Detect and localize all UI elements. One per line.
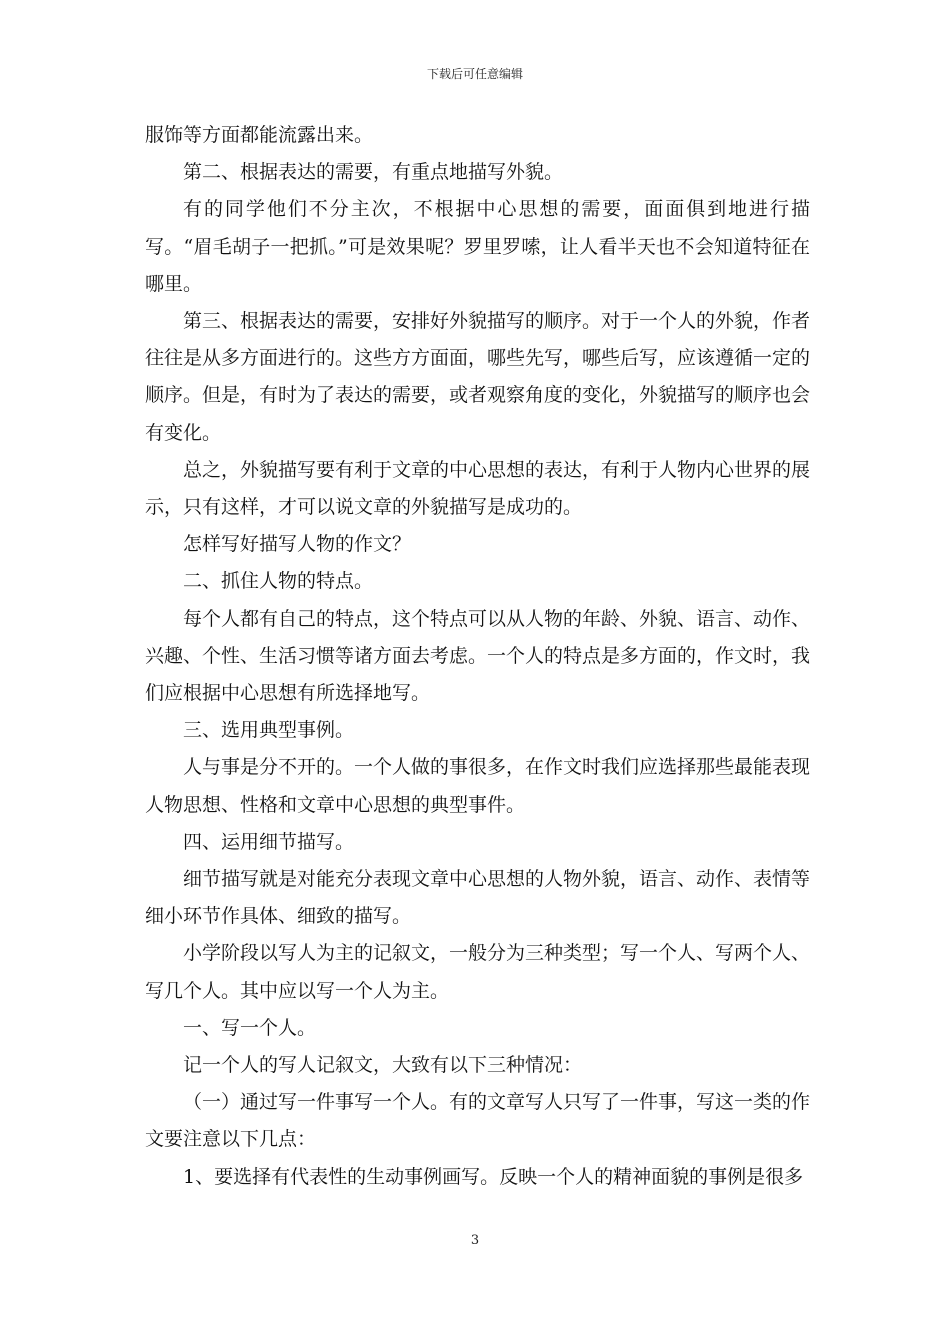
paragraph: 记一个人的写人记叙文，大致有以下三种情况： xyxy=(183,1054,583,1077)
paragraph: 人与事是分不开的。一个人做的事很多，在作文时我们应选择那些最能表现人物思想、性格和文章中心思想的典型事件。 xyxy=(145,756,811,816)
paragraph: 细节描写就是对能充分表现文章中心思想的人物外貌，语言、动作、表情等细小环节作具体、细致的描写。 xyxy=(145,868,811,928)
document-body xyxy=(145,117,810,1196)
paragraph: 1、要选择有代表性的生动事例画写。反映一个人的精神面貌的事例是很多 xyxy=(183,1165,804,1188)
paragraph: 每个人都有自己的特点，这个特点可以从人物的年龄、外貌、语言、动作、兴趣、个性、生活习惯等诸方面去考虑。一个人的特点是多方面的，作文时，我们应根据中心思想有所选择地写。 xyxy=(145,607,811,705)
section-heading: 三、选用典型事例。 xyxy=(183,719,355,742)
section-heading: 二、抓住人物的特点。 xyxy=(183,570,374,593)
paragraph: 服饰等方面都能流露出来。 xyxy=(145,124,374,146)
paragraph: 小学阶段以写人为主的记叙文，一般分为三种类型；写一个人、写两个人、写几个人。其中应以写一个人为主。 xyxy=(145,942,811,1002)
paragraph: 第二、根据表达的需要，有重点地描写外貌。 xyxy=(183,161,564,184)
section-heading: 四、运用细节描写。 xyxy=(183,830,355,853)
section-heading: 一、写一个人。 xyxy=(183,1016,317,1039)
paragraph: 有的同学他们不分主次，不根据中心思想的需要，面面俱到地进行描写。“眉毛胡子一把抓。”可是效果呢？罗里罗嗦，让人看半天也不会知道特征在哪里。 xyxy=(145,198,810,295)
paragraph: 总之，外貌描写要有利于文章的中心思想的表达，有利于人物内心世界的展示，只有这样，才可以说文章的外貌描写是成功的。 xyxy=(145,458,811,519)
paragraph: 怎样写好描写人物的作文？ xyxy=(183,533,412,556)
paragraph: （一）通过写一件事写一个人。有的文章写人只写了一件事，写这一类的作文要注意以下几点： xyxy=(145,1091,811,1151)
page-number: 3 xyxy=(470,1233,480,1248)
page-header: 下载后可任意编辑 xyxy=(426,67,523,81)
paragraph: 第三、根据表达的需要，安排好外貌描写的顺序。对于一个人的外貌，作者往往是从多方面进行的。这些方方面面，哪些先写，哪些后写，应该遵循一定的顺序。但是，有时为了表达的需要，或者观察角度的变化，外貌描写的顺序也会有变化。 xyxy=(145,310,811,444)
